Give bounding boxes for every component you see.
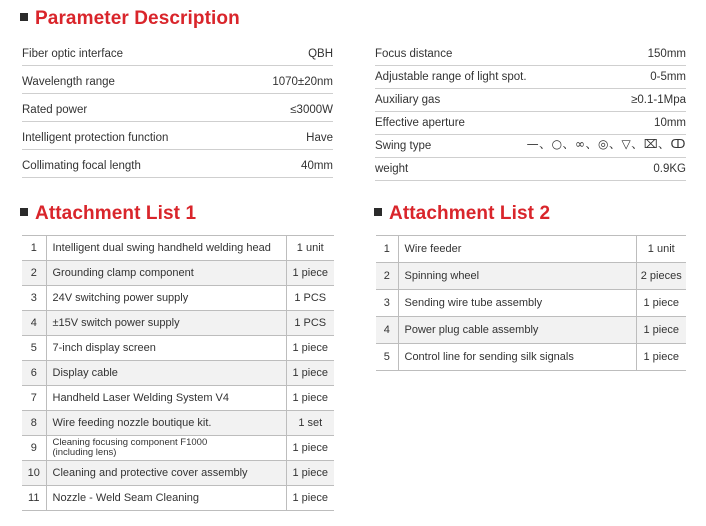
- parameter-list-left: [22, 40, 333, 178]
- table-row: [22, 386, 334, 411]
- param-label: Adjustable range of light spot.: [375, 71, 527, 83]
- row-item: Handheld Laser Welding System V4: [46, 386, 286, 411]
- parameter-section-title: [20, 8, 240, 30]
- param-row: [22, 94, 333, 122]
- row-quantity: 1 piece: [286, 386, 334, 411]
- row-number: 8: [22, 411, 46, 436]
- param-label: Wavelength range: [22, 76, 115, 88]
- table-row: [22, 486, 334, 511]
- row-quantity: 1 piece: [286, 261, 334, 286]
- row-quantity: 1 piece: [286, 336, 334, 361]
- row-item: [46, 436, 286, 461]
- row-number: 10: [22, 461, 46, 486]
- table-row: [376, 236, 686, 263]
- param-label: Effective aperture: [375, 117, 465, 129]
- row-number: 5: [376, 344, 398, 371]
- row-item: Spinning wheel: [398, 263, 636, 290]
- attachment-list-1-title-text: Attachment List 1: [35, 203, 197, 224]
- row-item: ±15V switch power supply: [46, 311, 286, 336]
- row-item: Control line for sending silk signals: [398, 344, 636, 371]
- param-value: 10mm: [654, 117, 686, 129]
- row-number: 5: [22, 336, 46, 361]
- row-number: 2: [22, 261, 46, 286]
- param-label: Collimating focal length: [22, 160, 141, 172]
- row-number: 1: [376, 236, 398, 263]
- attachment-list-2-table: [376, 235, 686, 371]
- row-item: Nozzle - Weld Seam Cleaning: [46, 486, 286, 511]
- parameter-title-text: Parameter Description: [35, 8, 240, 29]
- row-quantity: 1 piece: [286, 361, 334, 386]
- param-row: [375, 112, 686, 135]
- table-row: [22, 286, 334, 311]
- param-row: [22, 122, 333, 150]
- row-quantity: 1 unit: [286, 236, 334, 261]
- table-row: [22, 411, 334, 436]
- row-item: 24V switching power supply: [46, 286, 286, 311]
- row-quantity: 1 unit: [636, 236, 686, 263]
- param-value: ≥0.1-1Mpa: [631, 94, 686, 106]
- table-row: [22, 261, 334, 286]
- row-item: Display cable: [46, 361, 286, 386]
- param-row: [375, 66, 686, 89]
- row-item: Wire feeder: [398, 236, 636, 263]
- attachment-list-1-table: [22, 235, 334, 511]
- row-item: Wire feeding nozzle boutique kit.: [46, 411, 286, 436]
- square-bullet-icon: [374, 208, 382, 216]
- table-row: [22, 311, 334, 336]
- row-number: 2: [376, 263, 398, 290]
- attachment-list-1-title: [20, 203, 196, 225]
- param-value: ≤3000W: [290, 104, 333, 116]
- table-row: [376, 290, 686, 317]
- param-label: Focus distance: [375, 48, 453, 60]
- row-number: 3: [376, 290, 398, 317]
- attachment-list-2-title-text: Attachment List 2: [389, 203, 551, 224]
- table-row: [22, 236, 334, 261]
- table-row: [22, 336, 334, 361]
- param-label: weight: [375, 163, 409, 175]
- attachment-list-2-title: [374, 203, 550, 225]
- param-row: [22, 150, 333, 178]
- row-number: 6: [22, 361, 46, 386]
- row-item: Cleaning and protective cover assembly: [46, 461, 286, 486]
- row-quantity: 1 set: [286, 411, 334, 436]
- param-row: [22, 66, 333, 94]
- row-number: 11: [22, 486, 46, 511]
- table-row: [376, 263, 686, 290]
- row-number: 1: [22, 236, 46, 261]
- row-quantity: 1 piece: [636, 290, 686, 317]
- param-label: Fiber optic interface: [22, 48, 123, 60]
- row-quantity: 1 piece: [636, 317, 686, 344]
- square-bullet-icon: [20, 208, 28, 216]
- row-quantity: 1 piece: [286, 486, 334, 511]
- param-row: [375, 158, 686, 181]
- row-quantity: 1 piece: [636, 344, 686, 371]
- row-quantity: 1 PCS: [286, 286, 334, 311]
- param-row: [22, 40, 333, 66]
- param-row: [375, 43, 686, 66]
- row-quantity: 1 piece: [286, 461, 334, 486]
- param-value: 150mm: [647, 48, 686, 60]
- param-value: Have: [306, 132, 333, 144]
- table-row: [376, 344, 686, 371]
- table-row: [22, 361, 334, 386]
- row-number: 7: [22, 386, 46, 411]
- param-value: 1070±20nm: [272, 76, 333, 88]
- row-number: 4: [22, 311, 46, 336]
- table-row: [376, 317, 686, 344]
- param-label: Swing type: [375, 140, 432, 152]
- row-item-text: Cleaning focusing component F1000 (including lens): [52, 437, 208, 458]
- row-item: 7-inch display screen: [46, 336, 286, 361]
- param-label: Rated power: [22, 104, 88, 116]
- param-value: QBH: [308, 48, 333, 60]
- row-item: Sending wire tube assembly: [398, 290, 636, 317]
- table-row: [22, 461, 334, 486]
- row-quantity: 2 pieces: [636, 263, 686, 290]
- parameter-list-right: [375, 43, 686, 181]
- param-value: 40mm: [301, 160, 333, 172]
- param-value: 0-5mm: [650, 71, 686, 83]
- row-item: Grounding clamp component: [46, 261, 286, 286]
- row-number: 9: [22, 436, 46, 461]
- param-row: [375, 89, 686, 112]
- swing-type-icons: —、○、∞、◎、▽、⌧、ↀ: [526, 137, 686, 151]
- param-label: Intelligent protection function: [22, 132, 169, 144]
- row-number: 4: [376, 317, 398, 344]
- param-label: Auxiliary gas: [375, 94, 441, 106]
- square-bullet-icon: [20, 13, 28, 21]
- param-row: [375, 135, 686, 158]
- row-item: Power plug cable assembly: [398, 317, 636, 344]
- row-quantity: 1 piece: [286, 436, 334, 461]
- row-number: 3: [22, 286, 46, 311]
- row-item: Intelligent dual swing handheld welding head: [46, 236, 286, 261]
- param-value: 0.9KG: [653, 163, 686, 175]
- table-row: [22, 436, 334, 461]
- row-quantity: 1 PCS: [286, 311, 334, 336]
